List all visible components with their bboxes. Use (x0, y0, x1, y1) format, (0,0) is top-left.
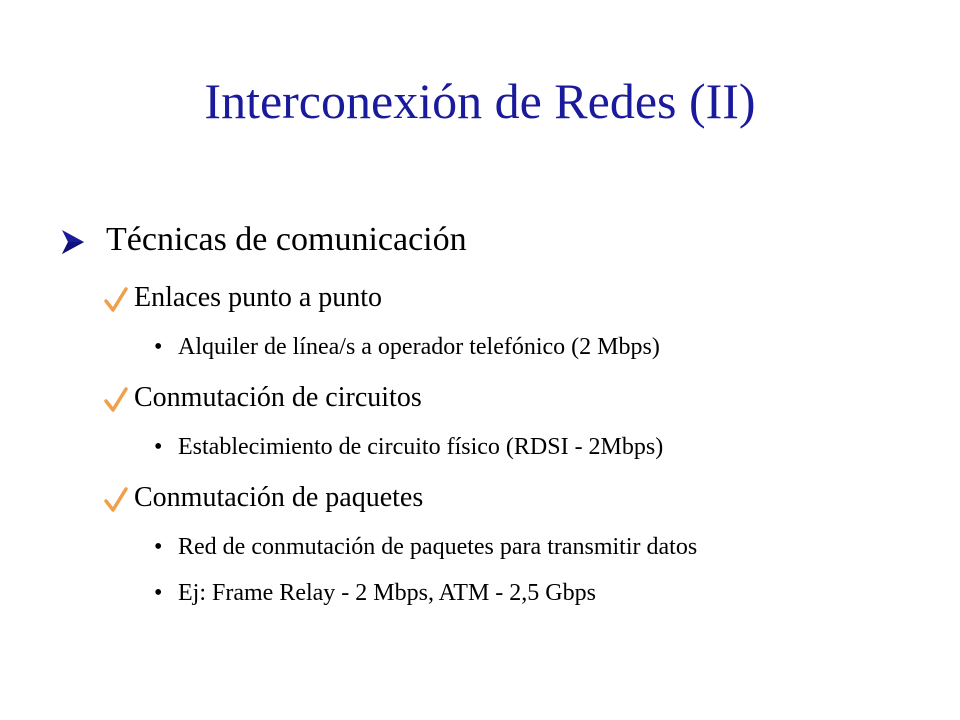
bullet-dot: • (154, 580, 163, 606)
list-item (154, 576, 596, 610)
bullet-dot: • (154, 334, 163, 360)
list-item-text: Red de conmutación de paquetes para transmitir datos (178, 534, 698, 560)
slide-title: Interconexión de Redes (II) (204, 73, 756, 129)
list-item-text: Alquiler de línea/s a operador telefónico (2 Mbps) (178, 334, 660, 360)
section-item (104, 278, 382, 318)
list-item-text: Establecimiento de circuito físico (RDSI - 2Mbps) (178, 434, 664, 460)
list-item (154, 430, 663, 464)
checkmark-icon (104, 287, 134, 313)
bullet-dot: • (154, 434, 163, 460)
section-label: Conmutación de paquetes (134, 482, 424, 513)
section-label: Conmutación de circuitos (134, 382, 422, 413)
checkmark-icon (104, 387, 134, 413)
list-item (154, 330, 660, 364)
list-item-text: Ej: Frame Relay - 2 Mbps, ATM - 2,5 Gbps (178, 580, 596, 606)
arrow-right-icon (60, 228, 106, 256)
bullet-dot: • (154, 534, 163, 560)
heading-bullet (60, 214, 467, 266)
section-item (104, 378, 422, 418)
section-item (104, 478, 423, 518)
section-label: Enlaces punto a punto (134, 282, 383, 313)
heading-text: Técnicas de comunicación (106, 221, 467, 258)
list-item (154, 530, 697, 564)
checkmark-icon (104, 487, 134, 513)
